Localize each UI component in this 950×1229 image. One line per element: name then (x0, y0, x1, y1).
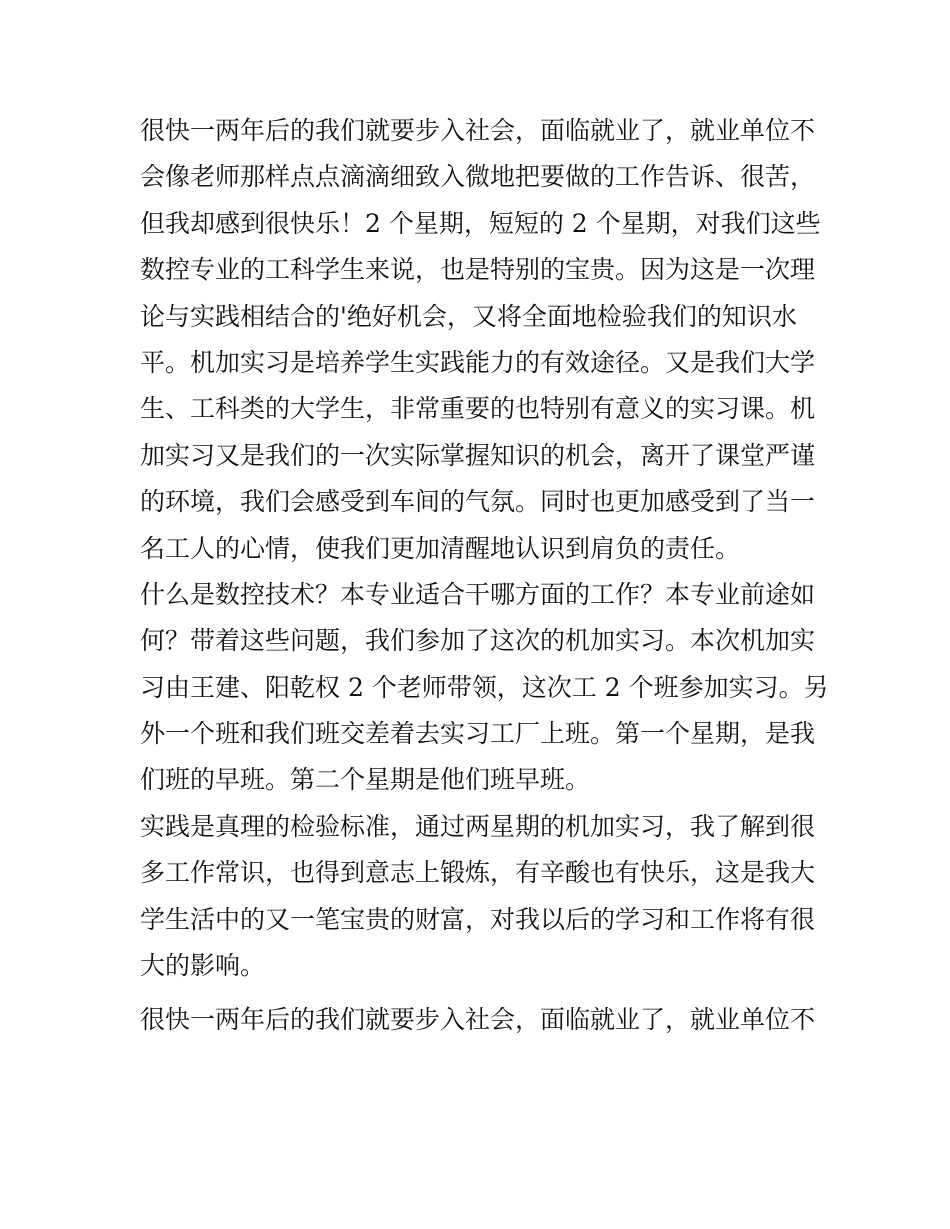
text-line: 很快一两年后的我们就要步入社会，面临就业了，就业单位不 (140, 1005, 816, 1035)
text-line: 平。机加实习是培养学生实践能力的有效途径。又是我们大学 (140, 347, 816, 377)
text-line: 外一个班和我们班交差着去实习工厂上班。第一个星期，是我 (140, 719, 816, 749)
text-line: 什么是数控技术？本专业适合干哪方面的工作？本专业前途如 (140, 579, 816, 609)
document-body (140, 108, 829, 1044)
text-line: 名工人的心情，使我们更加清醒地认识到肩负的责任。 (140, 533, 741, 563)
text-line: 数控专业的工科学生来说，也是特别的宝贵。因为这是一次理 (140, 255, 816, 285)
text-line: 论与实践相结合的'绝好机会，又将全面地检验我们的知识水 (140, 301, 797, 331)
text-line: 生、工科类的大学生，非常重要的也特别有意义的实习课。机 (140, 394, 816, 424)
paragraph-3 (140, 804, 816, 990)
text-line: 学生活中的又一笔宝贵的财富，对我以后的学习和工作将有很 (140, 904, 816, 934)
text-line: 实践是真理的检验标准，通过两星期的机加实习，我了解到很 (140, 811, 816, 841)
text-line: 但我却感到很快乐！2 个星期，短短的 2 个星期，对我们这些 (140, 208, 821, 238)
text-line: 习由王建、阳乾权 2 个老师带领，这次工 2 个班参加实习。另 (140, 672, 829, 702)
text-line: 会像老师那样点点滴滴细致入微地把要做的工作告诉、很苦， (140, 162, 816, 192)
text-line: 大的影响。 (140, 951, 266, 981)
text-line: 很快一两年后的我们就要步入社会，面临就业了，就业单位不 (140, 116, 816, 145)
paragraph-gap (140, 989, 812, 997)
text-line: 何？带着这些问题，我们参加了这次的机加实习。本次机加实 (140, 626, 816, 656)
text-line: 多工作常识，也得到意志上锻炼，有辛酸也有快乐，这是我大 (140, 858, 816, 888)
paragraph-4 (140, 997, 816, 1043)
text-line: 们班的早班。第二个星期是他们班早班。 (140, 765, 591, 795)
text-line: 的环境，我们会感受到车间的气氛。同时也更加感受到了当一 (140, 487, 816, 517)
paragraph-2 (140, 572, 829, 804)
text-line: 加实习又是我们的一次实际掌握知识的机会，离开了课堂严谨 (140, 440, 816, 470)
paragraph-1 (140, 108, 821, 572)
